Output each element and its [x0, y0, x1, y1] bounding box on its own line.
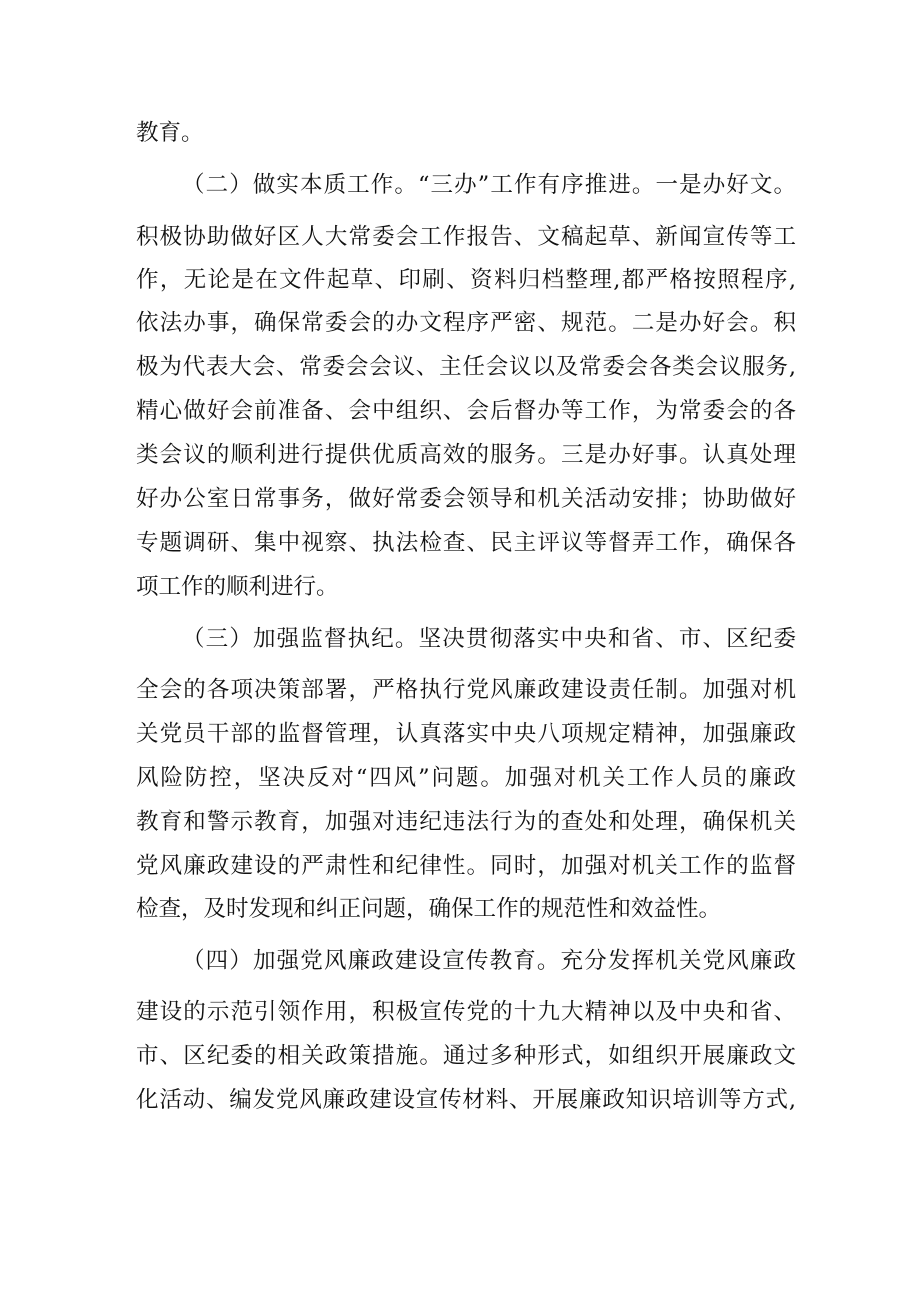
text-line: 依法办事，确保常委会的办文程序严密、规范。二是办好会。积	[136, 310, 796, 336]
text-line: 化活动、编发党风廉政建设宣传材料、开展廉政知识培训等方式,	[136, 1087, 796, 1113]
text-line: 好办公室日常事务，做好常委会领导和机关活动安排；协助做好	[136, 486, 796, 512]
text-line: 类会议的顺利进行提供优质高效的服务。三是办好事。认真处理	[136, 442, 796, 468]
text-line: 教育和警示教育，加强对违纪违法行为的查处和处理，确保机关	[136, 809, 796, 835]
text-line: 建设的示范引领作用，积极宣传党的十九大精神以及中央和省、	[136, 999, 796, 1025]
paragraph-heading-line: （二）做实本质工作。“三办”工作有序推进。一是办好文。	[182, 172, 796, 198]
text-line: 专题调研、集中视察、执法检查、民主评议等督弄工作，确保各	[136, 530, 796, 556]
text-line: 教育。	[136, 120, 204, 146]
text-line: 检查，及时发现和纠正问题，确保工作的规范性和效益性。	[136, 896, 722, 922]
text-line: 党风廉政建设的严肃性和纪律性。同时，加强对机关工作的监督	[136, 853, 796, 879]
text-line: 项工作的顺利进行。	[136, 574, 339, 600]
text-line: 全会的各项决策部署，严格执行党风廉政建设责任制。加强对机	[136, 677, 796, 703]
paragraph-heading-line: （四）加强党风廉政建设宣传教育。充分发挥机关党风廉政	[182, 948, 796, 974]
text-line: 积极协助做好区人大常委会工作报告、文稿起草、新闻宣传等工	[136, 224, 796, 250]
text-line: 作，无论是在文件起草、印刷、资料归档整理,都严格按照程序,	[136, 267, 796, 293]
text-line: 精心做好会前准备、会中组织、会后督办等工作，为常委会的各	[136, 398, 796, 424]
text-line: 极为代表大会、常委会会议、主任会议以及常委会各类会议服务,	[136, 354, 796, 380]
text-line: 市、区纪委的相关政策措施。通过多种形式，如组织开展廉政文	[136, 1043, 796, 1069]
paragraph-heading-line: （三）加强监督执纪。坚决贯彻落实中央和省、市、区纪委	[182, 626, 796, 652]
text-line: 风险防控，坚决反对“四风”问题。加强对机关工作人员的廉政	[136, 765, 796, 791]
text-line: 关党员干部的监督管理，认真落实中央八项规定精神，加强廉政	[136, 721, 796, 747]
